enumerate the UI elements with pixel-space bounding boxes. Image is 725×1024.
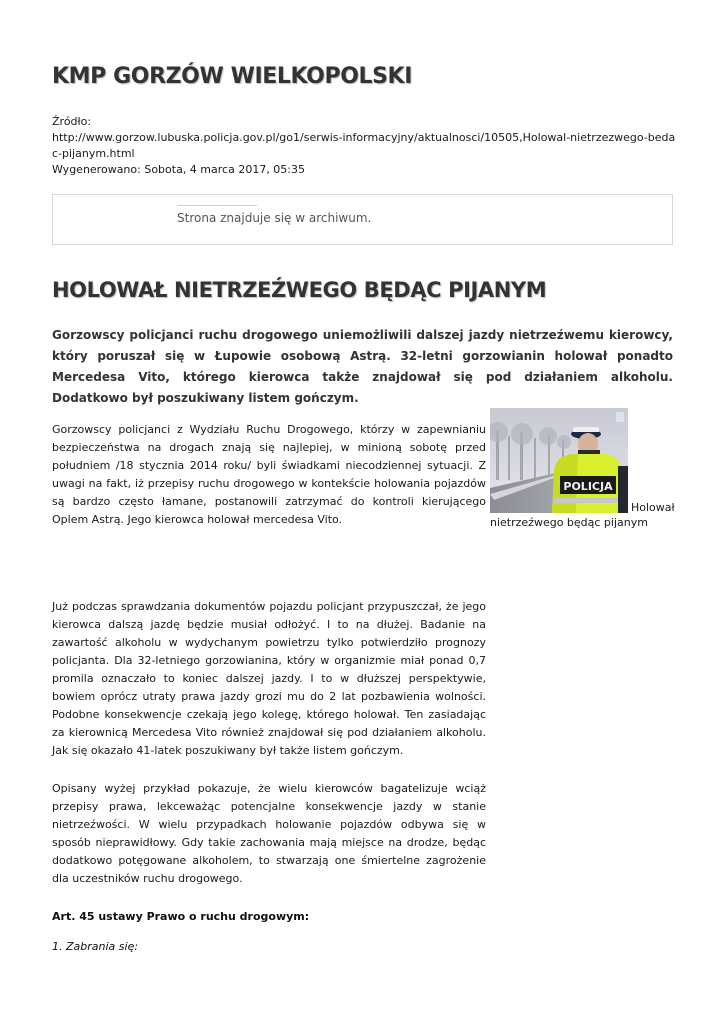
caption-line-1: Holował: [631, 501, 675, 514]
law-item-1: 1. Zabrania się:: [52, 940, 139, 953]
source-label: Źródło:: [52, 115, 92, 128]
law-heading: Art. 45 ustawy Prawo o ruchu drogowym:: [52, 910, 310, 923]
source-meta: [52, 114, 676, 178]
article-paragraph-1: Gorzowscy policjanci z Wydziału Ruchu Drogowego, którzy w zapewnianiu bezpieczeństwa na drogach znają się najlepiej, w minioną sobotę przed południem /18 stycznia 2014 roku/ byli świadkami niecodziennej sytuacji. Z uwagi na fakt, iż przepisy ruchu drogowego w kontekście holowania pojazdów są bardzo często łamane, postanowili zatrzymać do kontroli kierującego Oplem Astrą. Jego kierowca holował mercedesa Vito.: [52, 423, 486, 526]
caption-line-2: nietrzeźwego będąc pijanym: [490, 516, 648, 529]
article-photo: [490, 408, 628, 513]
archive-divider: [177, 205, 257, 206]
archive-notice-box: [52, 194, 673, 245]
article-title: HOLOWAŁ NIETRZEŹWEGO BĘDĄC PIJANYM: [52, 278, 547, 302]
police-officer-image: [490, 408, 628, 513]
source-url[interactable]: http://www.gorzow.lubuska.policja.gov.pl/go1/serwis-informacyjny/aktualnosci/10505,Holowal-nietrzezwego-bedac-pijanym.html: [52, 131, 676, 160]
site-title: KMP GORZÓW WIELKOPOLSKI: [52, 64, 412, 89]
article-paragraph-2: Już podczas sprawdzania dokumentów pojazdu policjant przypuszczał, że jego kierowca dalszą jazdę będzie musiał odłożyć. I to na dłużej. Badanie na zawartość alkoholu w wydychanym powietrzu tylko potwierdziło prognozy policjanta. Dla 32-letniego gorzowianina, który w organizmie miał ponad 0,7 promila oznaczało to koniec dalszej jazdy. I to w dłuższej perspektywie, bowiem oprócz utraty prawa jazdy grozi mu do 2 lat pozbawienia wolności. Podobne konsekwencje czekają jego kolegę, którego holował. Ten zasiadając za kierownicą Mercedesa Vito również znajdował się pod działaniem alkoholu. Jak się okazało 41-latek poszukiwany był także listem gończym.: [52, 600, 486, 757]
photo-caption: [490, 500, 680, 530]
article-lead: Gorzowscy policjanci ruchu drogowego uniemożliwili dalszej jazdy nietrzeźwemu kierowcy, który poruszał się w Łupowie osobową Astrą. 32-letni gorzowianin holował ponadto Mercedesa Vito, którego kierowca także znajdował się pod działaniem alkoholu. Dodatkowo był poszukiwany listem gończym.: [52, 328, 673, 405]
generated-date: Wygenerowano: Sobota, 4 marca 2017, 05:35: [52, 163, 306, 176]
archive-notice: Strona znajduje się w archiwum.: [177, 211, 372, 225]
vest-label: POLICJA: [563, 480, 613, 493]
article-paragraph-3: Opisany wyżej przykład pokazuje, że wielu kierowców bagatelizuje wciąż przepisy prawa, lekceważąc potencjalne konsekwencje jazdy w stanie nietrzeźwości. W wielu przypadkach holowanie pojazdów odbywa się w sposób nieprawidłowy. Gdy takie zachowania mają miejsce na drodze, będąc dodatkowo potęgowane alkoholem, to stwarzają one śmiertelne zagrożenie dla uczestników ruchu drogowego.: [52, 782, 486, 885]
